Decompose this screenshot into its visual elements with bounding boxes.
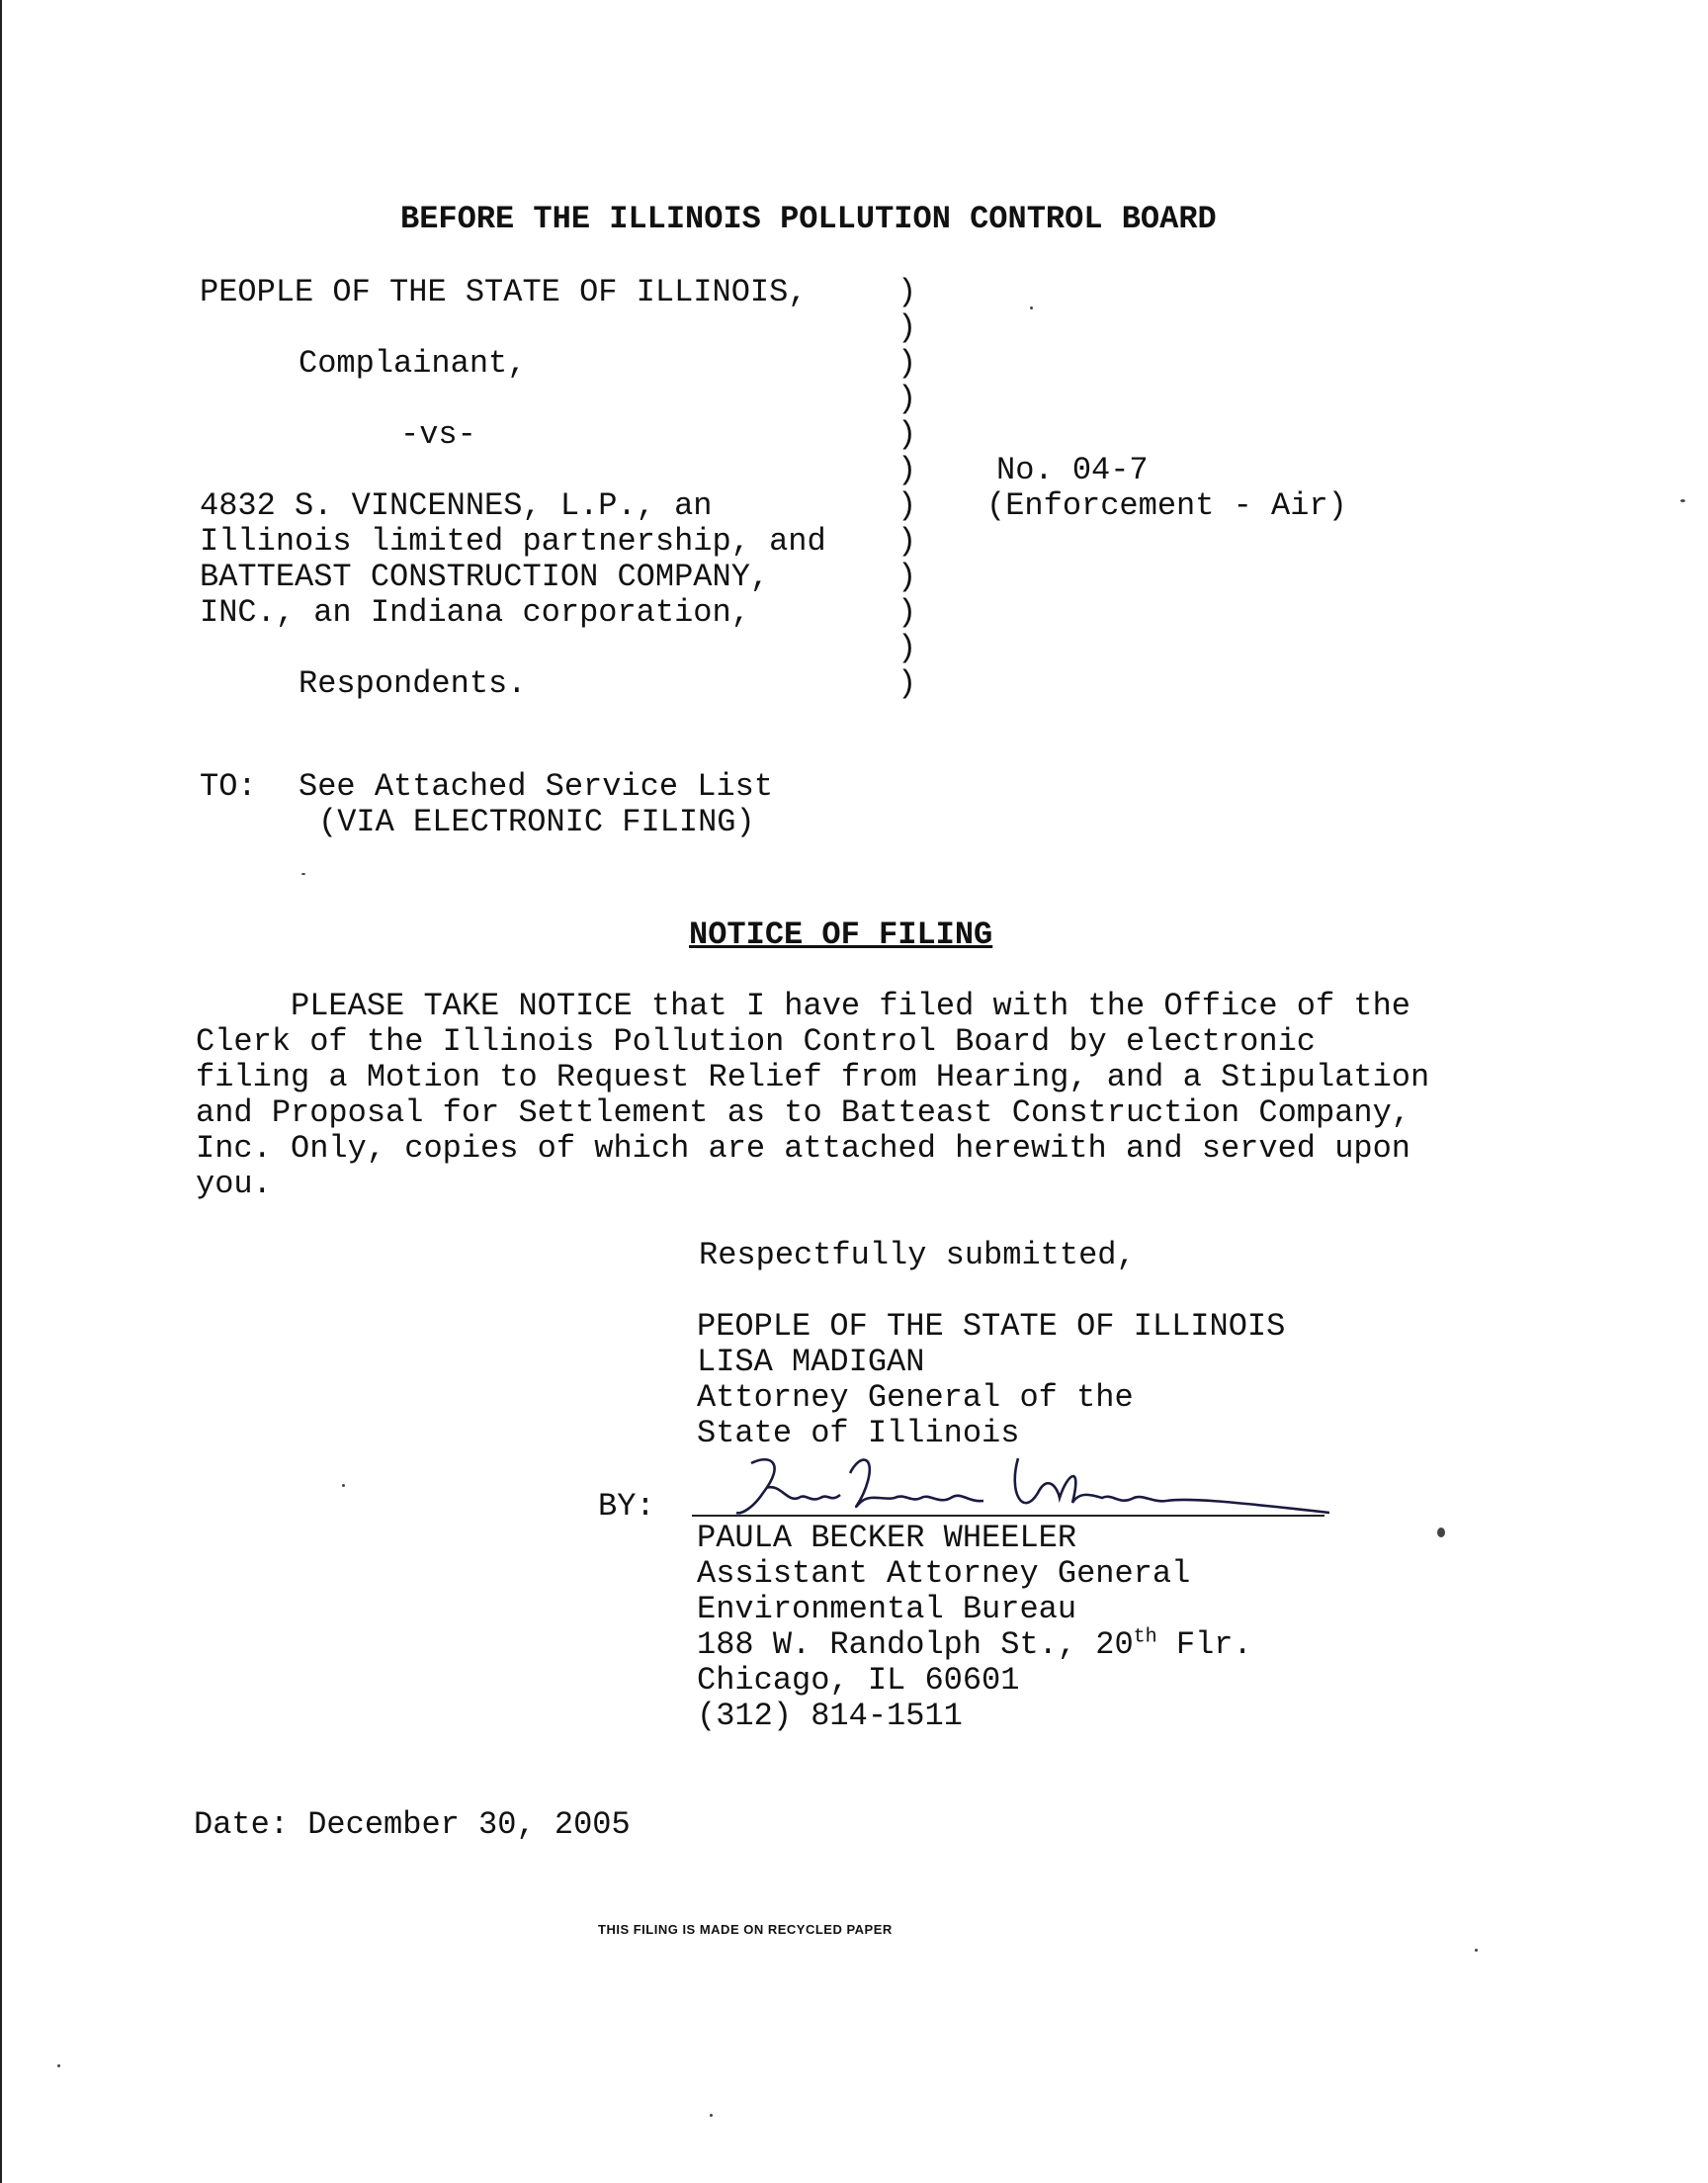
to-filing-method: (VIA ELECTRONIC FILING)	[318, 804, 755, 840]
signatory-line: State of Illinois	[697, 1415, 1020, 1451]
to-service-list: See Attached Service List	[299, 768, 774, 805]
complainant-role: Complainant,	[299, 345, 527, 382]
body-line: Clerk of the Illinois Pollution Control Board by electronic	[196, 1023, 1316, 1060]
respondent-line: BATTEAST CONSTRUCTION COMPANY,	[200, 559, 770, 595]
body-line: you.	[196, 1166, 272, 1202]
respondent-line: INC., an Indiana corporation,	[200, 594, 750, 631]
body-line: filing a Motion to Request Relief from Hearing, and a Stipulation	[196, 1059, 1430, 1095]
respondents-role: Respondents.	[299, 665, 527, 702]
scan-speck	[710, 2114, 713, 2117]
paren: )	[897, 630, 917, 666]
signature-line	[692, 1515, 1324, 1517]
street-address-main: 188 W. Randolph St., 20	[697, 1626, 1134, 1663]
case-type: (Enforcement - Air)	[986, 487, 1347, 524]
body-line: Inc. Only, copies of which are attached herewith and served upon	[196, 1130, 1410, 1167]
respondent-line: Illinois limited partnership, and	[200, 523, 826, 560]
scan-speck	[1680, 499, 1685, 502]
date-line: Date: December 30, 2005	[194, 1806, 631, 1843]
complainant-name: PEOPLE OF THE STATE OF ILLINOIS,	[200, 274, 808, 310]
attorney-title: Assistant Attorney General	[697, 1555, 1191, 1592]
scan-speck	[342, 1484, 345, 1487]
recycled-paper-footer: THIS FILING IS MADE ON RECYCLED PAPER	[598, 1922, 893, 1937]
notice-heading: NOTICE OF FILING	[689, 917, 993, 953]
scan-speck	[1475, 1949, 1478, 1952]
by-label: BY:	[598, 1488, 655, 1525]
city-line: Chicago, IL 60601	[697, 1662, 1020, 1699]
signatory-line: LISA MADIGAN	[697, 1344, 925, 1380]
signatory-line: PEOPLE OF THE STATE OF ILLINOIS	[697, 1308, 1286, 1345]
paren: )	[897, 452, 917, 488]
street-floor-suffix: th	[1133, 1625, 1157, 1649]
versus-label: -vs-	[400, 416, 476, 453]
scan-speck	[1030, 306, 1033, 309]
phone-number: (312) 814-1511	[697, 1698, 963, 1734]
paren: )	[897, 416, 917, 453]
board-title: BEFORE THE ILLINOIS POLLUTION CONTROL BOARD	[400, 201, 1217, 237]
paren: )	[897, 559, 917, 595]
scan-speck	[1437, 1528, 1445, 1537]
attorney-bureau: Environmental Bureau	[697, 1591, 1077, 1627]
body-line: PLEASE TAKE NOTICE that I have filed with the Office of the	[196, 988, 1410, 1024]
paren: )	[897, 345, 917, 382]
paren: )	[897, 523, 917, 560]
to-label: TO:	[200, 768, 257, 805]
paren: )	[897, 381, 917, 417]
paren: )	[897, 274, 917, 310]
street-address-end: Flr.	[1156, 1626, 1252, 1663]
respondent-line: 4832 S. VINCENNES, L.P., an	[200, 487, 713, 524]
paren: )	[897, 487, 917, 524]
signatory-line: Attorney General of the	[697, 1379, 1134, 1416]
attorney-name: PAULA BECKER WHEELER	[697, 1520, 1077, 1556]
paren: )	[897, 594, 917, 631]
body-line: and Proposal for Settlement as to Batteast Construction Company,	[196, 1094, 1410, 1131]
street-address	[697, 1627, 1252, 1663]
paren: )	[897, 665, 917, 702]
scan-speck	[57, 2064, 60, 2067]
scan-speck	[301, 873, 305, 875]
closing: Respectfully submitted,	[699, 1237, 1136, 1273]
scan-edge	[0, 0, 2, 2183]
paren: )	[897, 309, 917, 346]
case-number: No. 04-7	[996, 452, 1149, 488]
